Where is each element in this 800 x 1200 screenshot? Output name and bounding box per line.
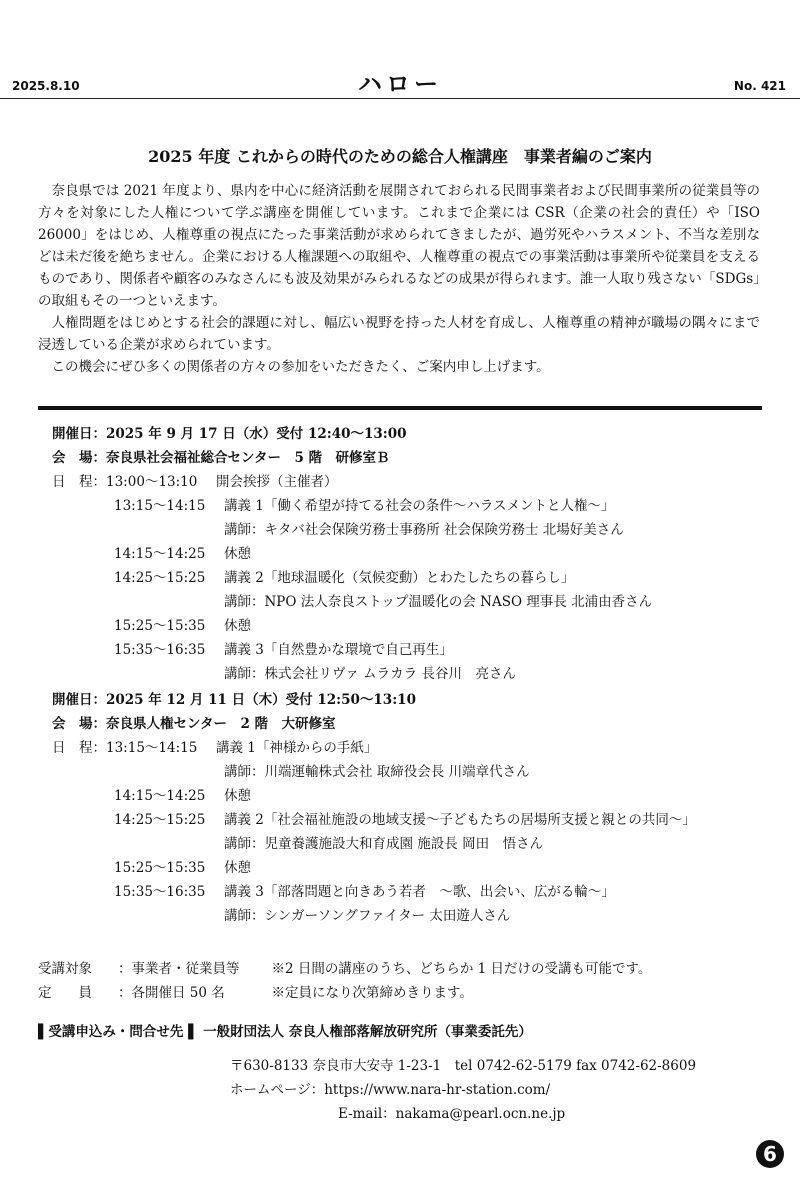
lecturer-row	[224, 590, 792, 614]
target-note: ※2 日間の講座のうち、どちらか 1 日だけの受講も可能です。	[271, 961, 652, 977]
schedule-row	[114, 808, 792, 832]
schedule-time: 15:25～15:35	[114, 860, 206, 876]
schedule-time: 14:15～14:25	[114, 546, 206, 562]
schedule-text: 休憩	[224, 788, 251, 804]
colon: ：	[118, 985, 132, 1001]
lecturer: 講師：児童養護施設大和育成園 施設長 岡田 悟さん	[224, 836, 544, 852]
contact-lines	[230, 1054, 696, 1126]
schedule-time: 15:25～15:35	[114, 618, 206, 634]
schedule-text: 講義 2「地球温暖化（気候変動）とわたしたちの暮らし」	[224, 570, 575, 586]
doc-title: 2025 年度 これからの時代のための総合人権講座 事業者編のご案内	[148, 147, 652, 166]
lecturer: 講師：川端運輸株式会社 取締役会長 川端章代さん	[224, 764, 530, 780]
target-value: 事業者・従業員等	[131, 961, 240, 977]
capacity-label: 定 員	[38, 985, 92, 1001]
schedule-label: 日 程	[52, 740, 93, 756]
capacity-note: ※定員になり次第締めきります。	[271, 985, 473, 1001]
schedule-time: 13:00～13:10	[106, 474, 198, 490]
header-title: ハロー	[358, 70, 442, 98]
section-rule	[38, 406, 762, 410]
colon: ：	[92, 450, 106, 466]
session-1	[52, 422, 792, 686]
schedule-text: 講義 1「神様からの手紙」	[216, 740, 378, 756]
header-rule	[0, 98, 800, 99]
lecturer-row	[224, 662, 792, 686]
intro	[38, 180, 760, 378]
colon: ：	[92, 426, 106, 442]
intro-paragraph: 奈良県では 2021 年度より、県内を中心に経済活動を展開されておられる民間事業者および民間事業所の従業員等の方々を対象にした人権について学ぶ講座を開催しています。これまで企業には CSR（企業の社会的責任）や「ISO 26000」をはじめ、人権尊重の視点にたった事業活動が求められてきましたが、過労死やハラスメント、不当な差別などは未だ後を絶ちません。企業における人権課題への取組や、人権尊重の視点での事業活動は事業所や従業員を支えるものであり、関係者や顧客のみなさんにも波及効果がみられるなどの成果が得られます。誰一人取り残さない「SDGs」の取組もその一つといえます。	[38, 183, 760, 309]
lecturer: 講師：株式会社リヴァ ムラカラ 長谷川 亮さん	[224, 666, 516, 682]
contact-address: 〒630-8133 奈良市大安寺 1-23-1 tel 0742-62-5179 fax 0742-62-8609	[230, 1058, 697, 1074]
lecturer: 講師：NPO 法人奈良ストップ温暖化の会 NASO 理事長 北浦由香さん	[224, 594, 653, 610]
date-label: 開催日	[52, 692, 93, 708]
capacity-value: 各開催日 50 名	[131, 985, 225, 1001]
contact-email-link[interactable]: E-mail：nakama@pearl.ocn.ne.jp	[338, 1106, 566, 1122]
session-venue: 奈良県社会福祉総合センター 5 階 研修室Ｂ	[106, 450, 390, 466]
schedule-text: 講義 1「働く希望が持てる社会の条件～ハラスメントと人権～」	[224, 498, 615, 514]
schedule-time: 14:25～15:25	[114, 570, 206, 586]
schedule-row	[114, 856, 792, 880]
session-date-row	[52, 688, 792, 712]
lecturer-row	[224, 760, 792, 784]
lecturer: 講師：キタバ社会保険労務士事務所 社会保険労務士 北場好美さん	[224, 522, 624, 538]
schedule-text: 講義 3「自然豊かな環境で自己再生」	[224, 642, 453, 658]
schedule-row	[114, 638, 792, 662]
schedule-time: 15:35～16:35	[114, 642, 206, 658]
lecturer-row	[224, 832, 792, 856]
date-label: 開催日	[52, 426, 93, 442]
target-row	[38, 957, 778, 981]
schedule-text: 開会挨拶（主催者）	[216, 474, 338, 490]
schedule-row	[114, 784, 792, 808]
schedule-row	[52, 470, 792, 494]
schedule-text: 講義 2「社会福祉施設の地域支援～子どもたちの居場所支援と親との共同～」	[224, 812, 696, 828]
venue-label: 会 場	[52, 716, 93, 732]
colon: ：	[92, 740, 106, 756]
schedule-row	[114, 614, 792, 638]
schedule-row	[114, 566, 792, 590]
header-date: 2025.8.10	[12, 79, 80, 93]
intro-paragraph: この機会にぜひ多くの関係者の方々の参加をいただきたく、ご案内申し上げます。	[51, 359, 550, 375]
schedule-time: 15:35～16:35	[114, 884, 206, 900]
contact-homepage-link[interactable]: ホームページ：https://www.nara-hr-station.com/	[230, 1082, 551, 1098]
colon: ：	[92, 716, 106, 732]
page-number: 6	[756, 1140, 784, 1168]
schedule-time: 13:15～14:15	[114, 498, 206, 514]
session-date-row	[52, 422, 792, 446]
schedule-text: 講義 3「部落問題と向きあう若者 ～歌、出会い、広がる輪～」	[224, 884, 615, 900]
schedule-row	[114, 880, 792, 904]
lecturer-row	[224, 904, 792, 928]
target-label: 受講対象	[38, 961, 92, 977]
header-issue: No. 421	[733, 79, 786, 93]
colon: ：	[92, 692, 106, 708]
schedule-text: 休憩	[224, 860, 251, 876]
colon: ：	[118, 961, 132, 977]
schedule-label: 日 程	[52, 474, 93, 490]
session-2	[52, 688, 792, 928]
schedule-time: 13:15～14:15	[106, 740, 198, 756]
schedule-text: 休憩	[224, 618, 251, 634]
colon: ：	[92, 474, 106, 490]
session-venue: 奈良県人権センター 2 階 大研修室	[106, 716, 336, 732]
capacity-row	[38, 981, 778, 1005]
footer-details	[38, 957, 778, 1005]
schedule-time: 14:15～14:25	[114, 788, 206, 804]
session-date: 2025 年 9 月 17 日（水）受付 12:40～13:00	[106, 426, 407, 442]
schedule-row	[52, 736, 792, 760]
session-date: 2025 年 12 月 11 日（木）受付 12:50～13:10	[106, 692, 416, 708]
contact-heading: ▌受講申込み・問合せ先 ▌ 一般財団法人 奈良人権部落解放研究所（事業委託先）	[38, 1024, 532, 1040]
lecturer-row	[224, 518, 792, 542]
lecturer: 講師：シンガーソングファイター 太田遊人さん	[224, 908, 511, 924]
session-venue-row	[52, 712, 792, 736]
schedule-time: 14:25～15:25	[114, 812, 206, 828]
session-venue-row	[52, 446, 792, 470]
schedule-row	[114, 494, 792, 518]
intro-paragraph: 人権問題をはじめとする社会的課題に対し、幅広い視野を持った人材を育成し、人権尊重の精神が職場の隅々にまで浸透している企業が求められています。	[38, 315, 760, 353]
venue-label: 会 場	[52, 450, 93, 466]
schedule-row	[114, 542, 792, 566]
schedule-text: 休憩	[224, 546, 251, 562]
